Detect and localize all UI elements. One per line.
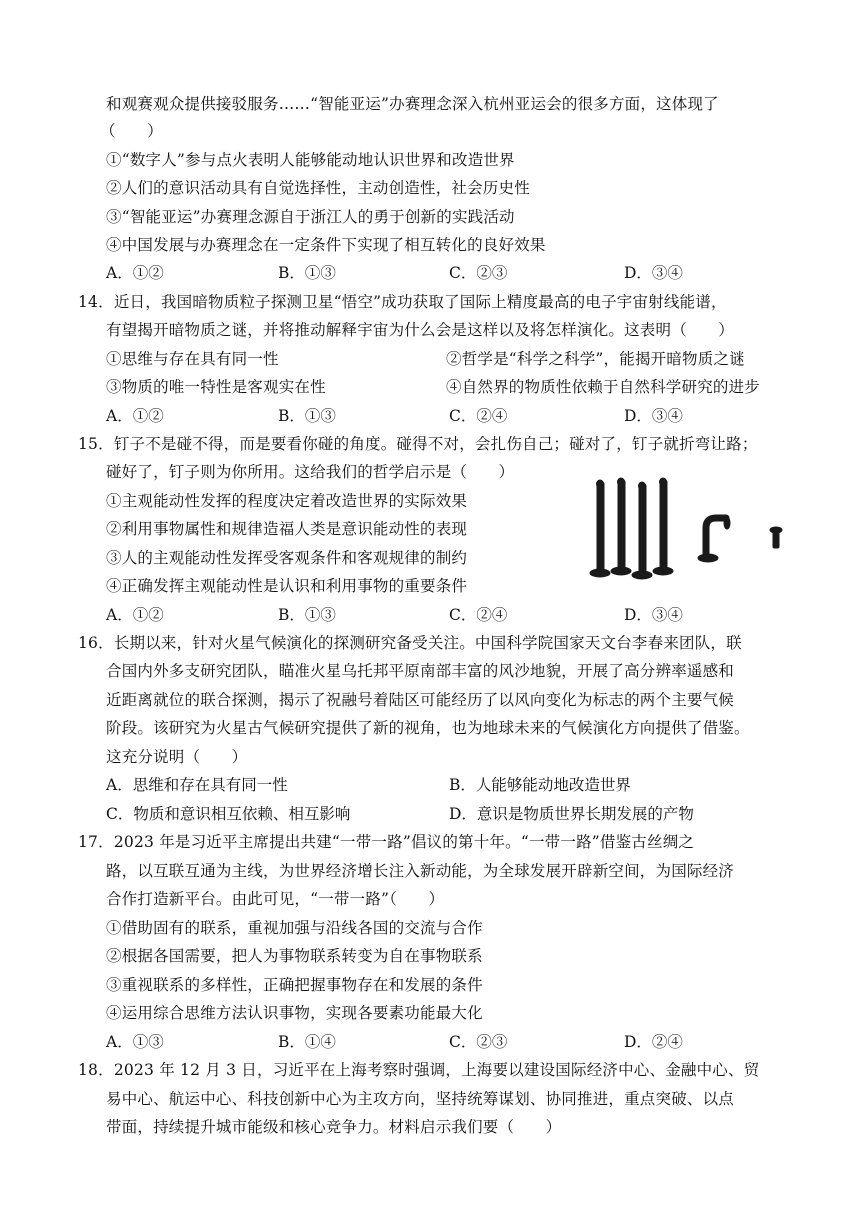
straight-nail-icon bbox=[611, 478, 631, 575]
q17-option-c[interactable]: C．②③ bbox=[449, 1033, 508, 1051]
q13-item-4: ④中国发展与办赛理念在一定条件下实现了相互转化的良好效果 bbox=[106, 236, 546, 254]
q14-option-c[interactable]: C．②④ bbox=[449, 407, 508, 425]
q16-stem-line1: 16．长期以来，针对火星气候演化的探测研究备受关注。中国科学院国家天文台李春来团队，联 bbox=[78, 634, 742, 652]
q16-option-d[interactable]: D．意识是物质世界长期发展的产物 bbox=[449, 805, 694, 823]
q15-stem-line2: 碰好了，钉子则为你所用。这给我们的哲学启示是（ ） bbox=[106, 463, 515, 481]
straight-nail-icon bbox=[632, 482, 652, 579]
q14-item-2: ②哲学是“科学之科学”，能揭开暗物质之谜 bbox=[446, 350, 745, 368]
q17-option-a[interactable]: A．①③ bbox=[106, 1033, 164, 1051]
q14-item-4: ④自然界的物质性依赖于自然科学研究的进步 bbox=[446, 378, 761, 396]
q15-item-1: ①主观能动性发挥的程度决定着改造世界的实际效果 bbox=[106, 492, 468, 510]
q15-option-d[interactable]: D．③④ bbox=[624, 606, 683, 624]
bent-nail-icon bbox=[698, 517, 730, 562]
q16-option-a[interactable]: A．思维和存在具有同一性 bbox=[106, 776, 288, 794]
short-nail-icon bbox=[770, 527, 782, 548]
straight-nail-icon bbox=[653, 478, 673, 575]
q13-item-3: ③“智能亚运”办赛理念源自于浙江人的勇于创新的实践活动 bbox=[106, 208, 515, 226]
q15-option-b[interactable]: B．①③ bbox=[278, 606, 336, 624]
q16-option-b[interactable]: B．人能够能动地改造世界 bbox=[449, 776, 631, 794]
nails-illustration bbox=[580, 470, 800, 590]
q15-item-2: ②利用事物属性和规律造福人类是意识能动性的表现 bbox=[106, 520, 468, 538]
q14-option-d[interactable]: D．③④ bbox=[624, 407, 683, 425]
q16-stem-line5: 这充分说明（ ） bbox=[106, 748, 248, 766]
q13-stem-line2: （ ） bbox=[100, 122, 163, 140]
q16-stem-line3: 近距离就位的联合探测，揭示了祝融号着陆区可能经历了以风向变化为标志的两个主要气候 bbox=[106, 691, 735, 709]
q18-stem-line3: 带面，持续提升城市能级和核心竞争力。材料启示我们要（ ） bbox=[106, 1118, 562, 1136]
q13-item-2: ②人们的意识活动具有自觉选择性，主动创造性，社会历史性 bbox=[106, 179, 530, 197]
q17-option-d[interactable]: D．②④ bbox=[624, 1033, 683, 1051]
q17-item-1: ①借助固有的联系，重视加强与沿线各国的交流与合作 bbox=[106, 919, 483, 937]
q15-item-4: ④正确发挥主观能动性是认识和利用事物的重要条件 bbox=[106, 577, 468, 595]
q13-option-b[interactable]: B．①③ bbox=[278, 264, 336, 282]
q17-item-2: ②根据各国需要，把人为事物联系转变为自在事物联系 bbox=[106, 947, 483, 965]
q14-option-b[interactable]: B．①③ bbox=[278, 407, 336, 425]
q18-stem-line1: 18．2023 年 12 月 3 日，习近平在上海考察时强调，上海要以建设国际经济中心、金融中心、贸 bbox=[78, 1061, 760, 1079]
q14-option-a[interactable]: A．①② bbox=[106, 407, 164, 425]
q14-item-3: ③物质的唯一特性是客观实在性 bbox=[106, 378, 326, 396]
q13-stem-line1: 和观赛观众提供接驳服务……“智能亚运”办赛理念深入杭州亚运会的很多方面，这体现了 bbox=[106, 95, 719, 113]
straight-nail-icon bbox=[590, 480, 610, 577]
q18-stem-line2: 易中心、航运中心、科技创新中心为主攻方向，坚持统筹谋划、协同推进，重点突破、以点 bbox=[106, 1090, 735, 1108]
q17-option-b[interactable]: B．①④ bbox=[278, 1033, 336, 1051]
q13-option-c[interactable]: C．②③ bbox=[449, 264, 508, 282]
q15-stem-line1: 15．钉子不是碰不得，而是要看你碰的角度。碰得不对，会扎伤自己；碰对了，钉子就折弯让路； bbox=[78, 435, 758, 453]
q17-item-4: ④运用综合思维方法认识事物，实现各要素功能最大化 bbox=[106, 1004, 483, 1022]
q17-stem-line2: 路，以互联互通为主线，为世界经济增长注入新动能，为全球发展开辟新空间，为国际经济 bbox=[106, 862, 735, 880]
q13-option-d[interactable]: D．③④ bbox=[624, 264, 683, 282]
q16-stem-line4: 阶段。该研究为火星古气候研究提供了新的视角，也为地球未来的气候演化方向提供了借鉴。 bbox=[106, 719, 750, 737]
q17-item-3: ③重视联系的多样性，正确把握事物存在和发展的条件 bbox=[106, 976, 483, 994]
q15-item-3: ③人的主观能动性发挥受客观条件和客观规律的制约 bbox=[106, 549, 468, 567]
q14-stem-line1: 14．近日，我国暗物质粒子探测卫星“悟空”成功获取了国际上精度最高的电子宇宙射线能谱， bbox=[78, 293, 727, 311]
q16-stem-line2: 合国内外多支研究团队，瞄准火星乌托邦平原南部丰富的风沙地貌，开展了高分辨率遥感和 bbox=[106, 662, 735, 680]
q15-option-c[interactable]: C．②④ bbox=[449, 606, 508, 624]
q14-stem-line2: 有望揭开暗物质之谜，并将推动解释宇宙为什么会是这样以及将怎样演化。这表明（ ） bbox=[106, 321, 735, 339]
q16-option-c[interactable]: C．物质和意识相互依赖、相互影响 bbox=[106, 805, 351, 823]
q17-stem-line3: 合作打造新平台。由此可见，“一带一路”（ ） bbox=[106, 890, 445, 908]
q17-stem-line1: 17．2023 年是习近平主席提出共建“一带一路”倡议的第十年。“一带一路”借鉴古丝绸之 bbox=[78, 833, 695, 851]
q14-item-1: ①思维与存在具有同一性 bbox=[106, 350, 279, 368]
q13-item-1: ①“数字人”参与点火表明人能够能动地认识世界和改造世界 bbox=[106, 151, 515, 169]
q13-option-a[interactable]: A．①② bbox=[106, 264, 164, 282]
q15-option-a[interactable]: A．①② bbox=[106, 606, 164, 624]
